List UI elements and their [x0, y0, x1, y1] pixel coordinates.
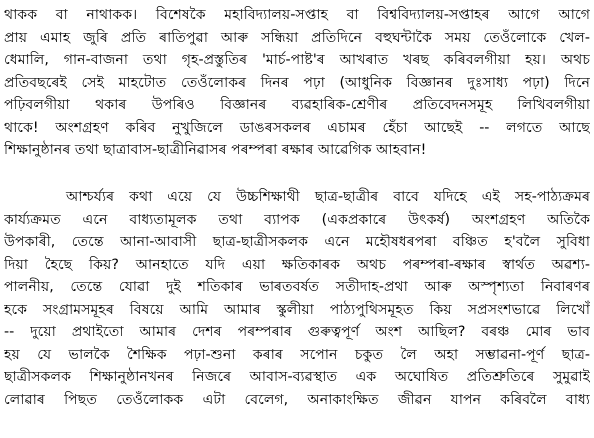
text-line: হকে সংগ্ৰামসমূহৰ বিষয়ে আমি আমাৰ স্কুলীয়া পাঠ্যপুথিসমূহত কিয় সপ্ৰসংশভাৱে লিখোঁ — [4, 301, 590, 318]
text-line: হয় যে ভালকৈ শৈক্ষিক পঢ়া-শুনা কৰাৰ সপোন চকুত লৈ অহা সম্ভাৱনা-পূৰ্ণ ছাত্ৰ- — [4, 346, 590, 363]
text-line: দিয়া হৈছে কিয়? আনহাতে যদি এয়া ক্ষতিকাৰক অথচ পৰম্পৰা-ৰক্ষাৰ স্বাৰ্থত অৱশ্য- — [4, 256, 590, 273]
text-line: থাকক বা নাথাকক। বিশেষকৈ মহাবিদ্যালয়-সপ্তাহ বা বিশ্ববিদ্যালয়-সপ্তাহৰ আগে আগে — [4, 7, 590, 23]
text-line: পঢ়িবলগীয়া থকাৰ উপৰিও বিজ্ঞানৰ ব্যৱহাৰিক-শ্ৰেণীৰ প্ৰতিবেদনসমূহ লিখিবলগীয়া — [4, 97, 590, 113]
text-line: -- দুয়ো প্ৰথাইতো আমাৰ দেশৰ পৰম্পৰাৰ গুৰুত্বপূৰ্ণ অংশ আছিল? বৰঞ্চ মোৰ ভাব — [4, 324, 590, 340]
text-line: ধেমালি, গান-বাজনা তথা গৃহ-প্ৰস্তুতিৰ 'মাৰ্চ-পাষ্ট'ৰ আখৰাত খৰছ কৰিবলগীয়া হয়। অথচ — [4, 52, 590, 68]
text-line: লোৱাৰ পিছত তেওঁলোকক এটা বেলেগ, অনাকাংক্ষিত জীৱন যাপন কৰিবলৈ বাধ্য — [4, 391, 590, 408]
text-line: পালনীয়, তেন্তে যোৱা দুই শতিকাৰ ভাৰতবৰ্ষত সতীদাহ-প্ৰথা আৰু অস্পৃশ্যতা নিবাৰণৰ — [4, 279, 590, 295]
text-line: ছাত্ৰীসকলক শিক্ষানুষ্ঠানখনৰ নিজৰে আবাস-ব্যৱস্থাত এক অঘোষিত প্ৰতিশ্ৰুতিৰে সুমুৱাই — [4, 369, 590, 385]
paragraph-1 — [4, 4, 590, 162]
text-line: উপকাৰী, তেন্তে আনা-আবাসী ছাত্ৰ-ছাত্ৰীসকলক এনে মহৌষধৰপৰা বঞ্চিত হ'বলৈ সুবিধা — [4, 234, 590, 250]
text-line: আশ্চৰ্য্যৰ কথা এয়ে যে উচ্চশিক্ষাথী ছাত্ৰ-ছাত্ৰীৰ বাবে যদিহে এই সহ-পাঠ্যক্ৰমৰ — [66, 189, 590, 205]
text-line: প্ৰায় এমাহ জুৰি প্ৰতি ৰাতিপুৱা আৰু সন্ধিয়া প্ৰতিদিনে বহুঘন্টাকৈ সময় তেওঁলোকে খেল- — [4, 29, 590, 46]
text-line: কাৰ্য্যক্ৰমত এনে বাধ্যতামূলক তথা ব্যাপক (একপ্ৰকাৰে উৎকৰ্ষ) অংশগ্ৰহণ অতিকৈ — [4, 211, 590, 228]
text-line: থাকে! অংশগ্ৰহণ কৰিব নুখুজিলে ডাঙৰসকলৰ এচামৰ হেঁচা আছেই -- লগতে আছে — [4, 119, 590, 136]
paragraph-2 — [4, 186, 590, 411]
text-line: শিক্ষানুষ্ঠানৰ তথা ছাত্ৰাবাস-ছাত্ৰীনিৱাসৰ পৰম্পৰা ৰক্ষাৰ আৱেগিক আহবান! — [4, 142, 427, 158]
text-line: প্ৰতিবছৰেই সেই মাহটোত তেওঁলোকৰ দিনৰ পঢ়া (আধুনিক বিজ্ঞানৰ দুঃসাধ্য পঢ়া) দিনে — [4, 74, 590, 91]
